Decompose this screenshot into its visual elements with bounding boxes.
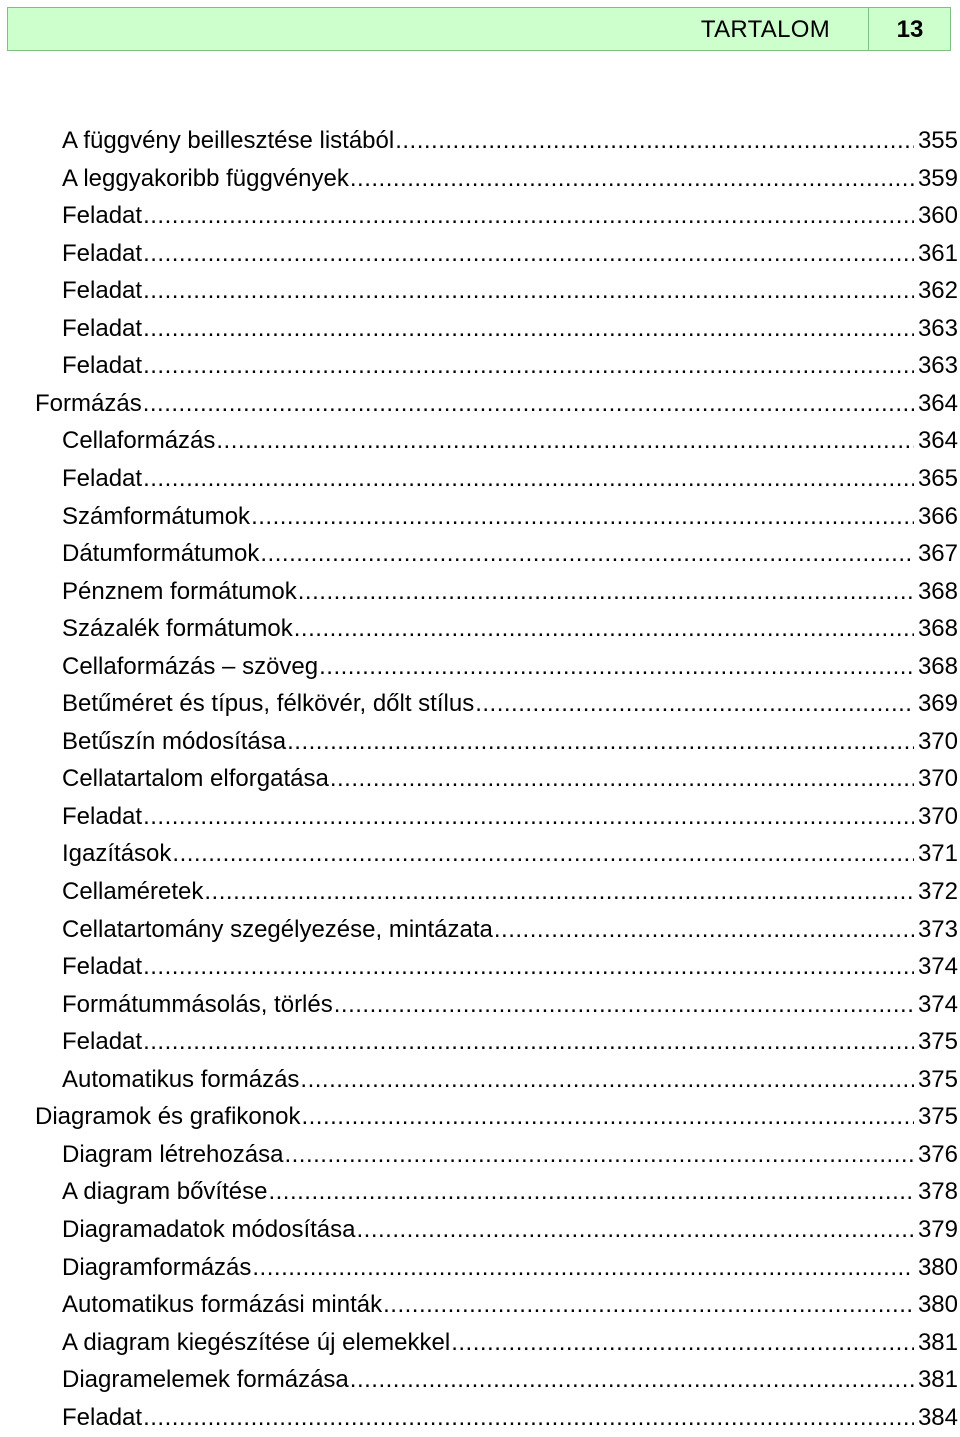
toc-entry[interactable]	[62, 798, 958, 836]
toc-entry-page: 373	[917, 915, 958, 943]
toc-entry-label: Automatikus formázás	[62, 1065, 300, 1093]
toc-entry-label: Feladat	[62, 464, 143, 492]
toc-leader-dots	[330, 760, 914, 798]
toc-entry-label: Feladat	[62, 277, 143, 305]
toc-entry-page: 370	[917, 765, 958, 793]
toc-entry-page: 374	[917, 990, 958, 1018]
toc-entry-label: Diagram létrehozása	[62, 1140, 284, 1168]
toc-entry-label: Százalék formátumok	[62, 615, 293, 643]
toc-entry[interactable]	[62, 197, 958, 235]
toc-entry-page: 381	[917, 1366, 958, 1394]
toc-leader-dots	[143, 798, 914, 836]
toc-entry[interactable]	[62, 1173, 958, 1211]
toc-entry[interactable]	[35, 1098, 958, 1136]
toc-entry-label: Számformátumok	[62, 502, 251, 530]
toc-entry[interactable]	[62, 1061, 958, 1099]
toc-entry[interactable]	[62, 986, 958, 1024]
toc-entry[interactable]	[62, 498, 958, 536]
toc-entry-label: Diagramformázás	[62, 1253, 252, 1281]
toc-entry-label: Formázás	[35, 389, 142, 417]
toc-leader-dots	[294, 610, 914, 648]
toc-leader-dots	[143, 197, 914, 235]
toc-entry-page: 384	[917, 1403, 958, 1431]
toc-entry-page: 370	[917, 727, 958, 755]
toc-entry[interactable]	[62, 911, 958, 949]
toc-entry-page: 372	[917, 878, 958, 905]
toc-entry[interactable]	[62, 723, 958, 761]
toc-entry[interactable]	[62, 573, 958, 611]
toc-entry-page: 368	[917, 615, 958, 643]
toc-leader-dots	[494, 911, 914, 949]
toc-entry[interactable]	[62, 160, 958, 198]
toc-entry-label: Feladat	[62, 352, 143, 380]
toc-leader-dots	[319, 648, 914, 686]
toc-entry-page: 360	[917, 202, 958, 230]
toc-entry[interactable]	[62, 1324, 958, 1362]
toc-entry-page: 369	[917, 690, 958, 718]
toc-entry-label: Cellaformázás – szöveg	[62, 652, 319, 680]
toc-entry[interactable]	[62, 1136, 958, 1174]
toc-entry[interactable]	[62, 1286, 958, 1324]
toc-leader-dots	[287, 723, 914, 761]
toc-entry-page: 366	[917, 502, 958, 530]
toc-leader-dots	[298, 573, 914, 611]
toc-entry-page: 364	[917, 427, 958, 455]
toc-entry[interactable]	[62, 685, 958, 723]
toc-entry-page: 379	[917, 1215, 958, 1243]
toc-entry-page: 378	[917, 1178, 958, 1206]
toc-entry-label: Betűméret és típus, félkövér, dőlt stílus	[62, 690, 475, 718]
toc-entry-label: Formátummásolás, törlés	[62, 990, 333, 1018]
toc-leader-dots	[395, 122, 914, 160]
toc-entry[interactable]	[62, 610, 958, 648]
toc-entry-label: Diagramadatok módosítása	[62, 1215, 356, 1243]
toc-entry-page: 380	[917, 1291, 958, 1319]
toc-entry-label: Feladat	[62, 953, 143, 981]
toc-leader-dots	[475, 685, 914, 723]
toc-entry[interactable]	[62, 648, 958, 686]
toc-entry-label: Cellatartomány szegélyezése, mintázata	[62, 915, 493, 943]
toc-leader-dots	[383, 1286, 914, 1324]
toc-entry[interactable]	[62, 235, 958, 273]
toc-entry-page: 367	[917, 540, 958, 568]
toc-leader-dots	[143, 1399, 914, 1437]
toc-entry[interactable]	[62, 347, 958, 385]
toc-leader-dots	[143, 385, 914, 423]
toc-entry-page: 361	[917, 239, 958, 267]
toc-entry[interactable]	[62, 1361, 958, 1399]
toc-entry[interactable]	[62, 272, 958, 310]
toc-leader-dots	[284, 1136, 914, 1174]
toc-entry-page: 364	[917, 389, 958, 417]
toc-entry[interactable]	[62, 760, 958, 798]
toc-leader-dots	[334, 986, 914, 1024]
toc-leader-dots	[350, 1361, 914, 1399]
toc-entry-label: A függvény beillesztése listából	[62, 127, 395, 154]
toc-leader-dots	[301, 1098, 914, 1136]
toc-leader-dots	[143, 948, 914, 986]
toc-leader-dots	[260, 535, 914, 573]
toc-entry-label: Cellaméretek	[62, 878, 204, 905]
toc-entry[interactable]	[35, 385, 958, 423]
toc-entry-label: Feladat	[62, 202, 143, 230]
toc-entry-page: 374	[917, 953, 958, 981]
toc-entry[interactable]	[62, 535, 958, 573]
toc-leader-dots	[356, 1211, 913, 1249]
toc-entry-label: Feladat	[62, 1028, 143, 1056]
toc-entry-label: Betűszín módosítása	[62, 727, 287, 755]
toc-entry[interactable]	[62, 1023, 958, 1061]
toc-entry-label: Igazítások	[62, 840, 172, 868]
toc-entry-page: 363	[917, 314, 958, 342]
toc-leader-dots	[172, 835, 914, 873]
toc-entry-label: A leggyakoribb függvények	[62, 164, 349, 192]
toc-entry-page: 365	[917, 464, 958, 492]
toc-leader-dots	[251, 498, 914, 536]
header-title: TARTALOM	[700, 16, 830, 43]
toc-entry[interactable]	[62, 1249, 958, 1287]
toc-entry[interactable]	[62, 835, 958, 873]
toc-entry[interactable]	[62, 873, 958, 911]
toc-entry-label: Feladat	[62, 802, 143, 830]
toc-leader-dots	[143, 347, 914, 385]
toc-entry-page: 370	[917, 802, 958, 830]
toc-entry-label: Cellaformázás	[62, 427, 216, 455]
toc-entry[interactable]	[62, 1399, 958, 1437]
page-header	[7, 7, 951, 51]
toc-leader-dots	[451, 1324, 914, 1362]
toc-entry-page: 371	[917, 840, 958, 868]
toc-entry-label: Feladat	[62, 1403, 143, 1431]
toc-entry[interactable]	[62, 948, 958, 986]
toc-entry[interactable]	[62, 422, 958, 460]
toc-leader-dots	[143, 310, 914, 348]
toc-entry-label: A diagram kiegészítése új elemekkel	[62, 1328, 451, 1356]
toc-entry-page: 368	[917, 577, 958, 605]
toc-entry-page: 375	[917, 1103, 958, 1131]
toc-entry-label: Diagramok és grafikonok	[35, 1103, 301, 1131]
toc-entry-label: Pénznem formátumok	[62, 577, 297, 605]
toc-leader-dots	[350, 160, 914, 198]
toc-entry-page: 380	[917, 1253, 958, 1281]
header-page-number: 13	[896, 16, 924, 43]
toc-entry-page: 359	[917, 164, 958, 192]
toc-entry-label: Feladat	[62, 239, 143, 267]
toc-entry-label: A diagram bővítése	[62, 1178, 268, 1206]
toc-entry[interactable]	[62, 1211, 958, 1249]
toc-leader-dots	[143, 272, 914, 310]
toc-entry-label: Cellatartalom elforgatása	[62, 765, 329, 793]
toc-entry-label: Feladat	[62, 314, 143, 342]
toc-leader-dots	[252, 1249, 914, 1287]
toc-leader-dots	[143, 1023, 914, 1061]
toc-entry-label: Dátumformátumok	[62, 540, 260, 568]
toc-leader-dots	[300, 1061, 914, 1099]
toc-entry[interactable]	[62, 310, 958, 348]
toc-entry-label: Diagramelemek formázása	[62, 1366, 349, 1394]
toc-leader-dots	[216, 422, 914, 460]
toc-entry[interactable]	[62, 122, 958, 160]
toc-leader-dots	[143, 235, 914, 273]
toc-entry-page: 375	[917, 1028, 958, 1056]
toc-leader-dots	[143, 460, 914, 498]
toc-leader-dots	[204, 873, 914, 911]
toc-entry-page: 355	[917, 127, 958, 154]
toc-entry[interactable]	[62, 460, 958, 498]
toc-leader-dots	[268, 1173, 914, 1211]
toc-entry-page: 376	[917, 1140, 958, 1168]
toc-entry-page: 368	[917, 652, 958, 680]
toc-entry-page: 375	[917, 1065, 958, 1093]
toc-entry-page: 362	[917, 277, 958, 305]
toc-entry-page: 381	[917, 1328, 958, 1356]
toc-entry-label: Automatikus formázási minták	[62, 1291, 383, 1319]
toc-entry-page: 363	[917, 352, 958, 380]
